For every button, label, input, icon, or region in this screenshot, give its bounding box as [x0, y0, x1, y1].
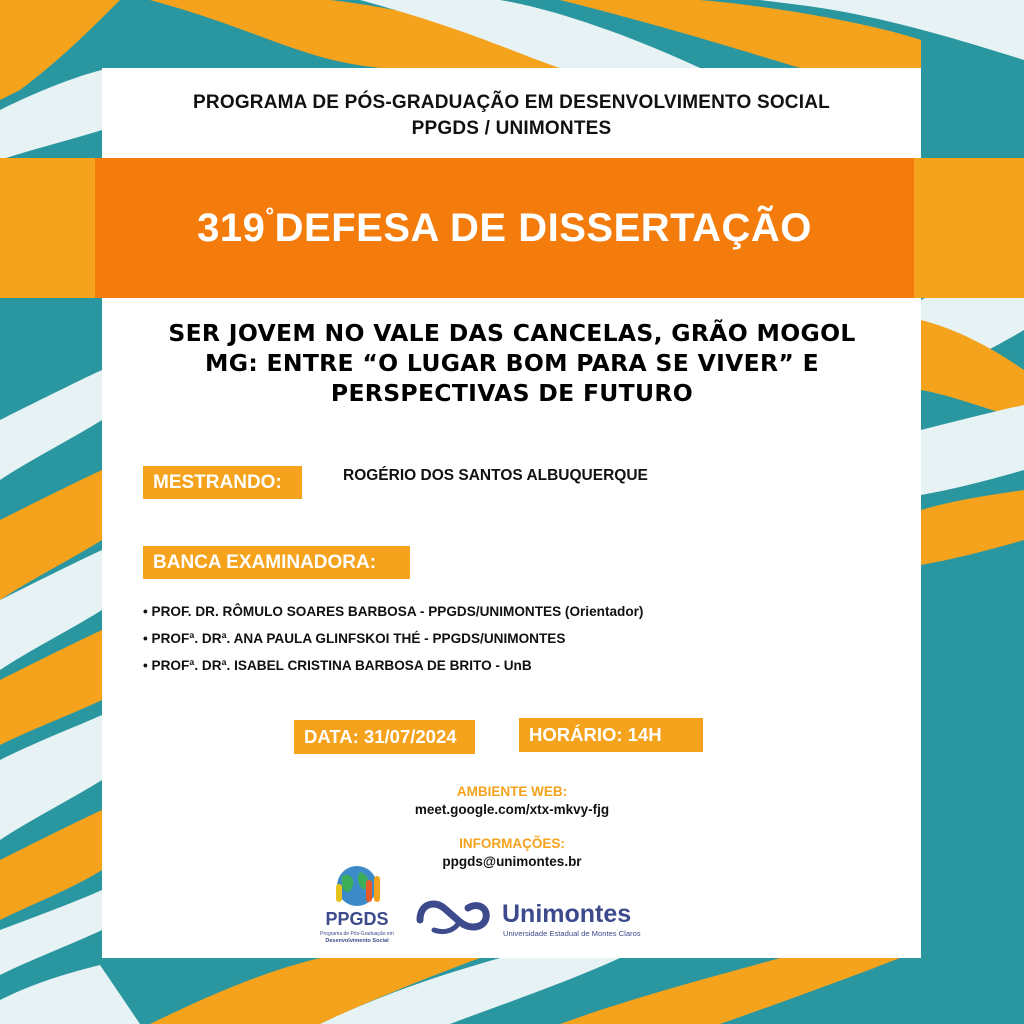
info-label: INFORMAÇÕES:	[459, 836, 565, 851]
contact-email[interactable]: ppgds@unimontes.br	[442, 854, 582, 869]
program-name: PROGRAMA DE PÓS-GRADUAÇÃO EM DESENVOLVIMENTO SOCIAL	[193, 92, 830, 113]
committee-label: BANCA EXAMINADORA:	[143, 546, 410, 579]
band-main	[95, 158, 914, 298]
thesis-title: SER JOVEM NO VALE DAS CANCELAS, GRÃO MOGOL MG: ENTRE “O LUGAR BOM PARA SE VIVER” E PERSPECTIVAS DE FUTURO	[168, 319, 856, 407]
committee-member: • PROFª. DRª. ISABEL CRISTINA BARBOSA DE BRITO - UnB	[143, 652, 643, 679]
committee-member: • PROF. DR. RÔMULO SOARES BARBOSA - PPGDS/UNIMONTES (Orientador)	[143, 598, 643, 625]
student-name: ROGÉRIO DOS SANTOS ALBUQUERQUE	[343, 467, 648, 484]
unimontes-logo-name: Unimontes	[502, 900, 632, 928]
student-label: MESTRANDO:	[143, 466, 302, 499]
ppgds-logo-sub1: Programa de Pós-Graduação em	[320, 931, 394, 937]
title-band	[0, 158, 1024, 298]
committee-member: • PROFª. DRª. ANA PAULA GLINFSKOI THÉ - PPGDS/UNIMONTES	[143, 625, 643, 652]
defense-number: 319	[197, 206, 266, 250]
unimontes-logo	[414, 890, 644, 946]
unimontes-logo-sub: Universidade Estadual de Montes Claros	[503, 929, 641, 938]
committee-list	[143, 598, 643, 679]
date-badge: DATA: 31/07/2024	[294, 720, 475, 754]
time-badge: HORÁRIO: 14H	[519, 718, 703, 752]
ppgds-logo-sub2: Desenvolvimento Social	[325, 938, 389, 944]
degree-mark: °	[265, 203, 275, 228]
band-accent-right	[912, 158, 1024, 298]
meeting-link[interactable]: meet.google.com/xtx-mkvy-fjg	[414, 802, 610, 817]
defense-label: DEFESA DE DISSERTAÇÃO	[274, 206, 812, 250]
ppgds-logo	[312, 862, 402, 948]
program-header	[102, 90, 921, 142]
program-acronym: PPGDS / UNIMONTES	[411, 118, 612, 139]
web-label: AMBIENTE WEB:	[456, 784, 568, 799]
event-title	[95, 158, 914, 298]
ppgds-logo-name: PPGDS	[325, 909, 389, 929]
